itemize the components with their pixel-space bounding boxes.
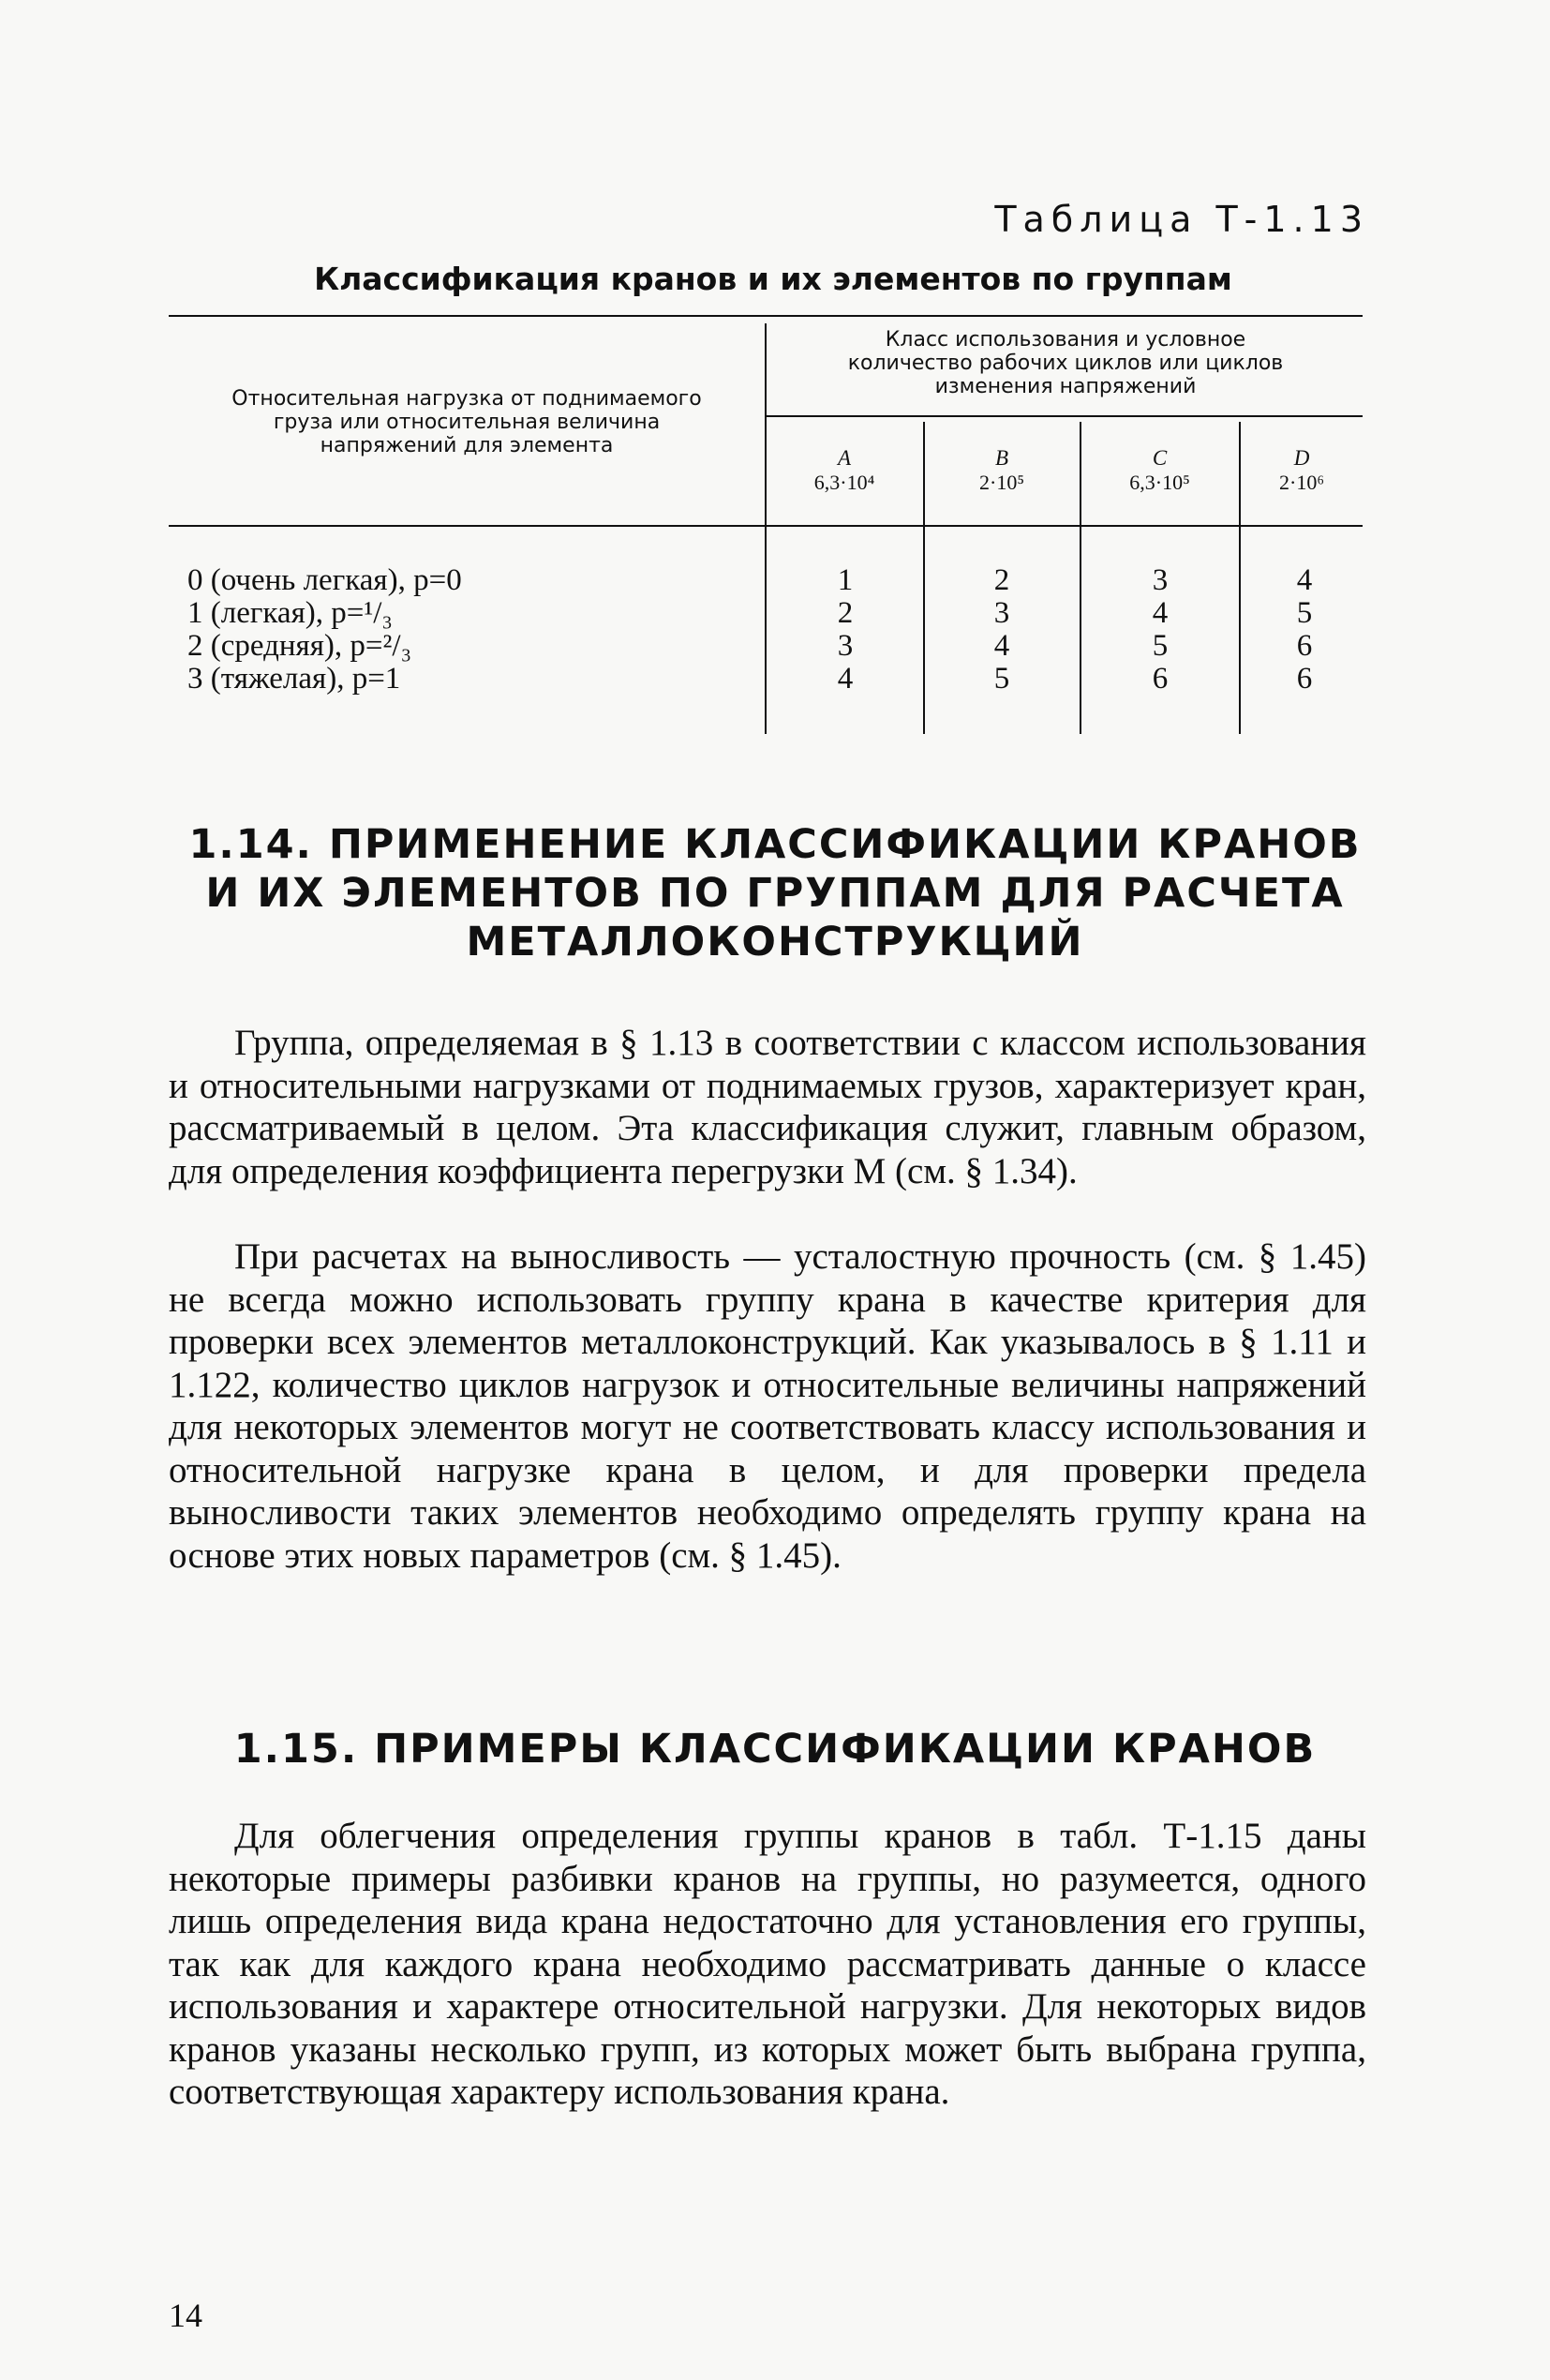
section-1-15-paragraph: Для облегчения определения группы кранов в табл. Т-1.15 даны некоторые примеры разбивки кранов на группы, но разумеется, одного лишь определения вида крана недостаточно для установления его группы, так как для каждого крана необходимо рассматривать данные о классе использования и характере относительной нагрузки. Для некоторых видов кранов указаны несколько групп, из которых может быть выбрана группа, соответствующая характеру использования крана. (169, 1816, 1366, 2112)
class-header-C (1081, 446, 1238, 495)
table-cell: 3 (837, 629, 854, 663)
class-header-B (925, 446, 1079, 495)
table-title: Классификация кранов и их элементов по группам (314, 261, 1232, 297)
section-1-14-paragraph: Группа, определяемая в § 1.13 в соответствии с классом использования и относительными нагрузками от поднимаемых грузов, характеризует кран, рассматриваемый в целом. Эта классификация служит, главным образом, для определения коэффициента перегрузки M (см. § 1.34). (169, 1023, 1366, 1191)
table-cell: 6 (1296, 662, 1313, 696)
table-cell: 2 (993, 563, 1010, 597)
class-column-header (768, 328, 1363, 398)
table-cell: 5 (993, 662, 1010, 696)
table-cell: 4 (1296, 563, 1313, 597)
class-subheader-rule (765, 415, 1363, 417)
table-row-label: 2 (средняя), p=²/₃ (187, 629, 412, 663)
load-header-line: Относительная нагрузка от поднимаемого (231, 387, 702, 411)
table-cell: 4 (837, 662, 854, 696)
table-cell: 3 (993, 596, 1010, 630)
table-row-label: 0 (очень легкая), p=0 (187, 563, 462, 597)
table-cell: 1 (837, 563, 854, 597)
load-header-line: напряжений для элемента (320, 434, 614, 457)
table-top-rule (169, 315, 1363, 317)
section-1-14-paragraph: При расчетах на выносливость — усталостную прочность (см. § 1.45) не всегда можно использовать группу крана в качестве критерия для проверки всех элементов металлоконструкций. Как указывалось в § 1.11 и 1.122, количество циклов нагрузок и относительные величины напряжений для некоторых элементов могут не соответствовать классу использования и относительной нагрузке крана в целом, и для проверки предела выносливости таких элементов необходимо определять группу крана на основе этих новых параметров (см. § 1.45). (169, 1236, 1366, 1576)
table-column-divider (765, 323, 767, 734)
table-cell: 4 (1152, 596, 1169, 630)
table-cell: 2 (837, 596, 854, 630)
table-cell: 3 (1152, 563, 1169, 597)
table-row-label: 1 (легкая), p=¹/₃ (187, 596, 393, 630)
page-number: 14 (169, 2297, 202, 2334)
table-cell: 5 (1296, 596, 1313, 630)
table-cell: 6 (1296, 629, 1313, 663)
heading-line: И ИХ ЭЛЕМЕНТОВ ПО ГРУППАМ ДЛЯ РАСЧЕТА (205, 870, 1345, 917)
class-header-D (1241, 446, 1363, 495)
section-1-14-heading (187, 820, 1363, 966)
class-cycles: 2·10⁵ (979, 471, 1024, 494)
table-row-label: 3 (тяжелая), p=1 (187, 662, 401, 696)
class-letter: A (837, 446, 852, 470)
table-cell: 4 (993, 629, 1010, 663)
class-letter: D (1293, 446, 1310, 470)
heading-line: 1.14. ПРИМЕНЕНИЕ КЛАССИФИКАЦИИ КРАНОВ (188, 821, 1362, 868)
load-column-header (173, 387, 760, 457)
table-cell: 6 (1152, 662, 1169, 696)
table-cell: 5 (1152, 629, 1169, 663)
class-cycles: 6,3·10⁴ (813, 471, 875, 494)
load-header-line: груза или относительная величина (273, 411, 661, 434)
class-cycles: 2·10⁶ (1279, 471, 1324, 494)
heading-line: МЕТАЛЛОКОНСТРУКЦИЙ (466, 919, 1084, 965)
class-cycles: 6,3·10⁵ (1129, 471, 1190, 494)
class-header-line: Класс использования и условное (885, 328, 1246, 352)
section-1-15-heading: 1.15. ПРИМЕРЫ КЛАССИФИКАЦИИ КРАНОВ (233, 1726, 1317, 1773)
class-letter: B (994, 446, 1009, 470)
class-header-line: количество рабочих циклов или циклов (847, 352, 1284, 375)
class-header-A (767, 446, 922, 495)
table-number: Таблица Т-1.13 (994, 199, 1369, 240)
class-letter: C (1152, 446, 1168, 470)
class-header-line: изменения напряжений (934, 375, 1197, 398)
